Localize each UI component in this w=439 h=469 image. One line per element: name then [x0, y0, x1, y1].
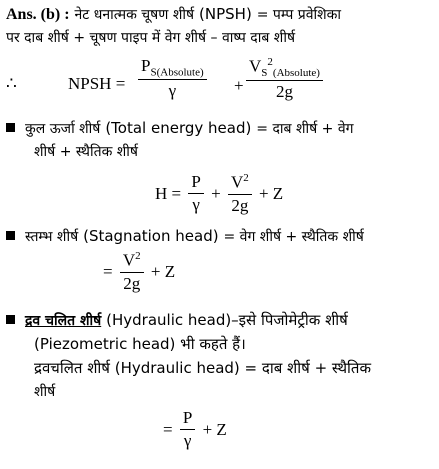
- total-head-equation: [152, 172, 286, 216]
- fraction-denominator: 2g: [123, 273, 141, 293]
- npsh-equation: [6, 56, 436, 108]
- fraction-denominator: γ: [168, 81, 177, 101]
- fraction-numerator: P: [188, 172, 203, 194]
- answer-line-1: [6, 4, 341, 25]
- stagnation-definition: = वेग शीर्ष + स्थैतिक शीर्ष: [223, 229, 364, 245]
- plus-z: + Z: [258, 183, 284, 203]
- equation-lhs: =: [163, 419, 173, 439]
- subscript-absolute: (Absolute): [272, 67, 320, 80]
- hydraulic-title: द्रव चलित शीर्ष: [25, 313, 102, 329]
- fraction-denominator: γ: [192, 195, 200, 215]
- bullet-square-icon: [6, 315, 15, 324]
- total-head-hindi: कुल ऊर्जा शीर्ष: [25, 121, 101, 137]
- fraction-denominator: 2g: [231, 195, 249, 215]
- total-head-definition: = दाब शीर्ष + वेग: [256, 121, 354, 137]
- fraction-pressure: [188, 172, 203, 215]
- plus-z: + Z: [202, 419, 227, 439]
- fraction-velocity: [120, 250, 144, 294]
- npsh-fraction-pressure: [138, 56, 207, 101]
- answer-line-2: पर दाब शीर्ष + चूषण पाइप में वेग शीर्ष – वाष्प दाब शीर्ष: [6, 30, 296, 46]
- subscript-s: S: [261, 67, 268, 80]
- stagnation-equation: [100, 250, 178, 294]
- superscript-2: 2: [267, 56, 273, 68]
- symbol-v: V: [230, 172, 244, 192]
- bullet-square-icon: [6, 123, 15, 132]
- superscript-2: 2: [135, 250, 141, 262]
- equation-lhs: =: [103, 261, 113, 281]
- answer-label: Ans. (b) :: [6, 6, 70, 23]
- fraction-numerator: [120, 250, 144, 273]
- plus-sign: +: [234, 76, 244, 95]
- total-head-line-2: शीर्ष + स्थैतिक शीर्ष: [34, 144, 139, 160]
- hydraulic-line-3: द्रवचलित शीर्ष (Hydraulic head) = दाब शीर्ष + स्थैतिक: [34, 359, 371, 377]
- symbol-p: P: [141, 56, 151, 75]
- hydraulic-description: (Hydraulic head)–इसे पिजोमेट्रीक शीर्ष: [106, 311, 348, 329]
- symbol-v: V: [249, 56, 262, 76]
- fraction-denominator: 2g: [275, 82, 293, 102]
- plus-z: + Z: [150, 261, 176, 281]
- fraction-velocity: [228, 172, 252, 216]
- npsh-hindi-text: नेट धनात्मक चूषण शीर्ष: [74, 7, 195, 23]
- total-head-english: (Total energy head): [105, 119, 252, 137]
- npsh-fraction-velocity: [246, 56, 323, 102]
- hydraulic-line-4: शीर्ष: [34, 384, 56, 400]
- bullet-square-icon: [6, 231, 15, 240]
- npsh-lhs: NPSH =: [68, 74, 126, 93]
- stagnation-line: [6, 226, 364, 247]
- total-head-line-1: [6, 118, 354, 139]
- npsh-def-continued: = पम्प प्रवेशिका: [256, 7, 342, 23]
- fraction-denominator: γ: [183, 431, 192, 450]
- fraction-numerator: P: [180, 408, 195, 430]
- stagnation-hindi: स्तम्भ शीर्ष: [25, 229, 79, 245]
- hydraulic-equation: [160, 408, 230, 451]
- equation-lhs: H =: [155, 183, 182, 203]
- therefore-symbol: ∴: [6, 74, 17, 93]
- hydraulic-line-1: [6, 310, 348, 331]
- fraction-numerator: [138, 56, 207, 80]
- plus-sign: +: [211, 183, 221, 203]
- hydraulic-line-2: (Piezometric head) भी कहते हैं।: [34, 335, 246, 353]
- symbol-v: V: [122, 250, 136, 270]
- fraction-numerator: [246, 56, 323, 81]
- fraction-numerator: [228, 172, 252, 195]
- npsh-abbrev: (NPSH): [199, 5, 252, 23]
- stagnation-english: (Stagnation head): [83, 227, 219, 245]
- subscript-s-absolute: S(Absolute): [150, 66, 204, 79]
- superscript-2: 2: [243, 172, 249, 184]
- fraction-pressure: [180, 408, 195, 451]
